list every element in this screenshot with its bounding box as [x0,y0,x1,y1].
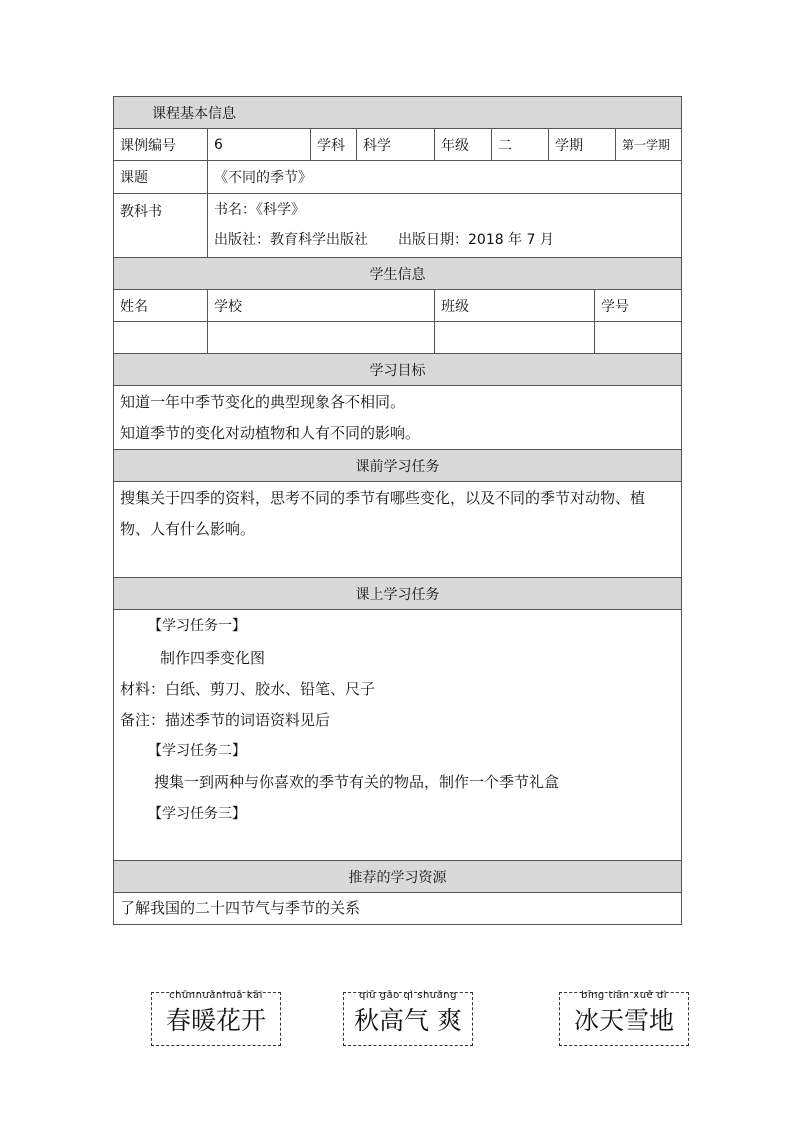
task-three-title: 【学习任务三】 [148,806,246,822]
class-field[interactable] [434,322,594,353]
objectives-content [113,385,682,449]
materials-text: 材料：白纸、剪刀、胶水、铅笔、尺子 [120,680,376,698]
school-field[interactable] [207,322,434,353]
textbook-row [113,193,682,257]
pre-class-content [113,481,682,577]
note-text: 备注：描述季节的词语资料见后 [120,711,331,729]
resources-header [113,860,682,892]
topic-label: 课题 [120,170,148,186]
in-class-header [113,577,682,609]
resources-content [113,892,682,924]
resource-line: 了解我国的二十四节气与季节的关系 [120,899,361,917]
case-no-value: 6 [207,129,310,160]
word-card-word: 冰天雪地 [573,1006,674,1035]
task-one-text: 制作四季变化图 [160,649,266,667]
objective-line: 知道季节的变化对动植物和人有不同的影响。 [120,424,421,442]
task-two-text: 搜集一到两种与你喜欢的季节有关的物品，制作一个季节礼盒 [154,773,560,791]
student-label-row [113,289,682,321]
task-one-title: 【学习任务一】 [148,618,246,634]
course-meta-row [113,128,682,160]
publish-date: 出版日期：2018 年 7 月 [398,232,554,248]
pre-class-header [113,449,682,481]
pre-class-line: 搜集关于四季的资料，思考不同的季节有哪些变化，以及不同的季节对动物、植 [120,489,646,507]
word-card-pinyin: chūnnuǎnhuā kāi [169,990,263,1001]
resources-title: 推荐的学习资源 [348,869,447,886]
pre-class-line: 物、人有什么影响。 [120,520,256,538]
publisher: 出版社：教育科学出版社 [214,232,368,248]
name-label: 姓名 [120,298,148,315]
grade-label: 年级 [434,129,491,160]
grade-value: 二 [491,129,548,160]
topic-row [113,160,682,193]
objectives-header [113,353,682,385]
student-blank-row [113,321,682,353]
textbook-details [207,194,683,257]
student-id-field[interactable] [594,322,683,353]
table-bottom-border [113,924,682,925]
student-id-label: 学号 [594,290,683,321]
objectives-title: 学习目标 [369,362,426,379]
student-info-header [113,257,682,289]
student-info-title: 学生信息 [369,266,426,283]
course-info-title: 课程基本信息 [152,105,236,122]
pre-class-title: 课前学习任务 [355,458,440,475]
word-card [343,992,473,1046]
textbook-label: 教科书 [120,204,162,220]
topic-value: 《不同的季节》 [207,161,683,193]
word-card-word: 秋高气 爽 [354,1006,462,1035]
book-name: 书名：《科学》 [214,202,305,218]
word-card [151,992,281,1046]
school-label: 学校 [207,290,434,321]
in-class-title: 课上学习任务 [355,586,440,603]
course-info-header [113,96,682,128]
task-two-title: 【学习任务二】 [148,743,246,759]
objective-line: 知道一年中季节变化的典型现象各不相同。 [120,393,406,411]
in-class-content [113,609,682,860]
case-no-label: 课例编号 [120,137,176,154]
subject-label: 学科 [310,129,356,160]
word-card-word: 春暖花开 [165,1006,266,1035]
term-label: 学期 [548,129,615,160]
subject-value: 科学 [356,129,434,160]
term-value: 第一学期 [615,129,683,160]
word-card-pinyin: qiū gāo qì shuǎng [359,990,457,1001]
name-field[interactable] [114,322,207,353]
word-card-pinyin: bīng tiān xuě dì [580,990,668,1001]
class-label: 班级 [434,290,594,321]
word-card [559,992,689,1046]
